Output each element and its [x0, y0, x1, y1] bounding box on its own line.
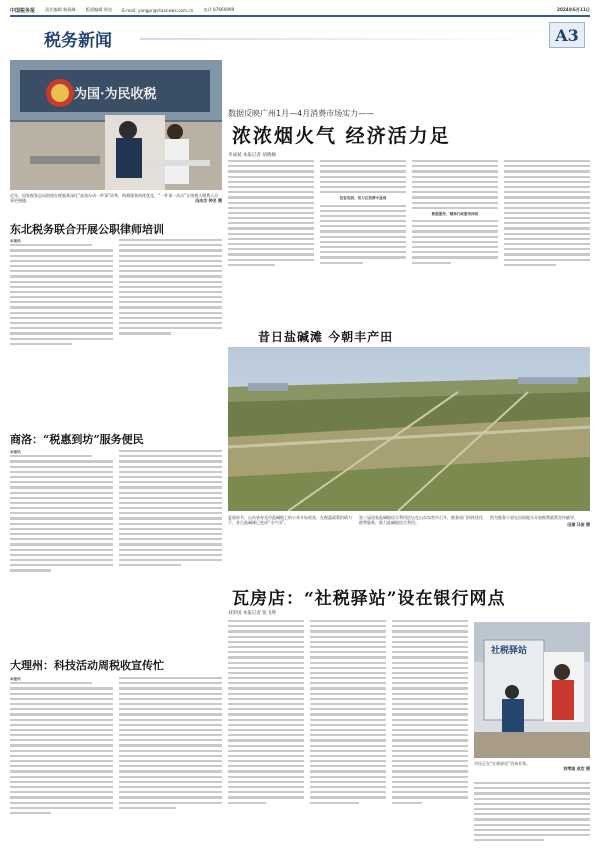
article-title: 东北税务联合开展公职律师培训	[10, 223, 164, 236]
feature-subhead: 数据服务，精准行政服务持续	[431, 211, 479, 216]
topline-item: 电话 87660999	[203, 7, 235, 12]
feature-byline: 李成斌 本报记者 胡晓楠	[228, 153, 276, 158]
photo2-captions	[228, 515, 590, 557]
photo2-caption-right: 图为税务干部在田间地头开展税费政策宣传辅导。 田源 马俊 摄	[490, 515, 590, 528]
feature-title: 浓浓烟火气 经济活力足	[232, 125, 451, 147]
photo1-caption: 近年，国家税务总局围绕办税服务深化“高效办成一件事”改革，纳税服务持续优化，“一件事一次办”让纳税人缴费人办事更便捷。 冯冰杰 钟名 摄	[10, 193, 222, 204]
saline-land-photo	[228, 347, 590, 511]
article-title: 商洛：“税惠到坊”服务便民	[10, 433, 144, 446]
section-title: 税务新闻	[44, 31, 112, 51]
feature-body	[228, 160, 590, 318]
station-sign: 社税驿站	[491, 646, 528, 656]
topline-item: 责任编辑 韩燕峰	[45, 7, 76, 12]
bank-station-photo	[474, 622, 590, 758]
feature-subhead: 包容发展，活力在消费中显现	[339, 196, 387, 201]
lead: 本报讯	[10, 677, 21, 681]
photo2-caption-left: 夏收时节，山东省寿光市盐碱地上的小麦开始收获，在税惠政策的助力下，昔日盐碱滩已变成“丰产田”。	[228, 515, 352, 526]
photo2-credit: 田源 马俊 摄	[567, 522, 590, 528]
photo2-title-bar	[228, 327, 590, 345]
bottom-body	[228, 620, 468, 852]
topline-item: E-mail: yangpr@ctaxnews.com.cn	[122, 7, 194, 13]
bottom-byline: 刘荣国 本报记者 张飞瑛	[228, 611, 276, 616]
feature-kicker: 数据反映广州1月—4月消费市场实力——	[228, 109, 375, 118]
page-date: 2024年6月11日	[557, 7, 590, 12]
page-number: A3	[549, 22, 585, 48]
tax-hall-photo	[10, 60, 222, 190]
lead: 本报讯	[10, 450, 21, 454]
article-title: 瓦房店：“社税驿站”设在银行网点	[232, 589, 506, 609]
article-body	[10, 677, 222, 853]
paper-name: 中国税务报	[10, 7, 36, 14]
article-body	[10, 239, 222, 389]
lead: 本报讯	[10, 239, 21, 243]
photo2-caption-mid: 第三届国家盐碱地综合利用论坛在山东东营市召开，税务部门持续优化税费服务，助力盐碱地综合利用。	[359, 515, 483, 526]
topline-item: 版面编辑 郑亮	[85, 7, 113, 12]
photo-sign: 为国·为民收税	[74, 87, 157, 102]
photo2-title: 昔日盐碱滩 今朝丰产田	[258, 329, 394, 344]
photo1-credit: 冯冰杰 钟名 摄	[195, 198, 222, 204]
article-title: 大理州：科技活动周税收宣传忙	[10, 659, 164, 672]
topline	[10, 6, 590, 14]
bottom-photo-caption: 市民正在“社税驿站”咨询业务。 刘荣国 成宏 摄	[474, 761, 590, 772]
article-body	[10, 450, 222, 615]
bottom-body-right	[474, 782, 590, 852]
bottom-photo-credit: 刘荣国 成宏 摄	[563, 766, 590, 772]
masthead-rule	[10, 15, 590, 17]
masthead-ornament	[140, 38, 540, 40]
